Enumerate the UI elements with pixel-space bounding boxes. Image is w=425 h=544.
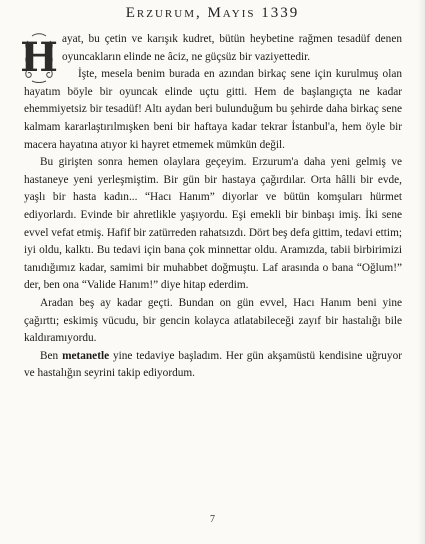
page-number: 7 xyxy=(210,514,215,525)
drop-cap xyxy=(20,33,58,83)
page-edge-shadow xyxy=(417,0,425,544)
paragraph-3: Bu girişten sonra hemen olaylara geçeyim. Erzurum'a daha yeni gelmiş ve hastaneye yeni yerleşmiştim. Bir gün bir hastaya çağırdılar. Orta hâlli bir evde, yaşlı bir hasta kadın... “Hacı Hanım” diyorlar ve bütün komşuları hürmet ediyorlardı. Evinde bir ahretlikle yaşıyordu. Eşi emekli bir binbaşı imiş. İki sene evvel vefat etmiş. Hafif bir zatürreden rahatsızdı. Dört beş defa gittim, tedavi ettim; iyi oldu, kalktı. Bu tedavi için bana çok minnettar oldu. Aramızda, tabii birbirimizi tanıdığımız kadar, samimi bir muhabbet doğmuştu. Laf arasında o bana “Oğlum!” der, ben ona “Valide Hanım!” diye hitap ederdim. xyxy=(24,156,402,292)
paragraph-5-lead: Ben xyxy=(40,349,63,362)
paragraph-1-text: ayat, bu çetin ve karışık kudret, bütün heybetine rağmen tesadüf denen oyuncakların elinde ne âciz, ne güçsüz bir vaziyettedir. xyxy=(62,33,402,63)
paragraph-1 xyxy=(20,31,402,81)
running-head: Erzurum, Mayıs 1339 xyxy=(125,5,300,21)
paragraph-5-rest: yine tedaviye başladım. Her gün akşamüstü kendisine uğruyor ve hastalığın seyrini takip ediyordum. xyxy=(24,349,402,380)
paragraph-5 xyxy=(24,348,402,383)
body-text xyxy=(20,31,402,383)
bold-keyword: metanetle xyxy=(62,349,110,362)
paragraph-4: Aradan beş ay kadar geçti. Bundan on gün evvel, Hacı Hanım beni yine çağırttı; eskimiş vücudu, bir gencin kolayca atlatabileceği zayıf bir hastalığı bile kaldıramıyordu. xyxy=(24,296,402,345)
paragraph-2: İşte, mesela benim burada en azından birkaç sene için kurulmuş olan hayatım böyle bir oyuncak elinde uçtu gitti. Hem de başlangıçta ne kadar ehemmiyetsiz bir tesadüf! Altı aydan beri bulunduğum bu şehirde daha birkaç sene kalmam kararlaştırılmışken beni bir haftaya kadar tekrar İstanbul'a, hem öyle bir macera hayatına atıyor ki hayret etmemek mümkün değil. xyxy=(24,68,402,151)
drop-cap-letter: H xyxy=(20,34,58,81)
